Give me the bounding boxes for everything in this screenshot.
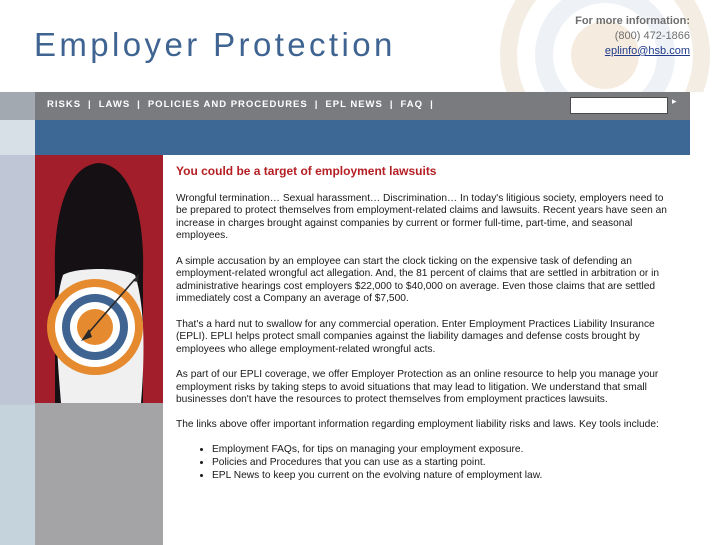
paragraph-4: As part of our EPLI coverage, we offer Employer Protection as an online resource to help you manage your employment risks by taking steps to avoid situations that may lead to litigation. We understand that small businesses don't have the resources to protect themselves from employment practices lawsuits. xyxy=(176,368,659,406)
nav-policies-and-procedures[interactable]: POLICIES AND PROCEDURES xyxy=(147,99,308,110)
list-item: • EPL News to keep you current on the evolving nature of employment law. xyxy=(212,470,670,483)
nav-separator: | xyxy=(430,99,434,110)
target-person-illustration-icon xyxy=(35,155,163,403)
paragraph-5: The links above offer important information regarding employment liability risks and laws. Key tools include: xyxy=(176,419,659,431)
contact-phone: (800) 472-1866 xyxy=(614,30,690,42)
key-tools-list xyxy=(176,444,670,482)
site-title: Employer Protection xyxy=(34,26,396,63)
left-strip-mid xyxy=(0,155,35,405)
nav-items xyxy=(47,99,441,110)
site-header xyxy=(0,0,727,92)
paragraph-1: Wrongful termination… Sexual harassment… Discrimination… In today's litigious society, employers need to be prepared to protect themselves from employment-related claims and lawsuits. Recent years have seen an increase in charges brought against companies by current or former full-time, part-time, and seasonal employees. xyxy=(176,192,667,242)
paragraph-2: A simple accusation by an employee can start the clock ticking on the expensive task of defending an employment-related wrongful act allegation. And, the 81 percent of claims that are settled in arbitration or in administrative hearings cost employers $22,000 to $40,000 on average. Even those claims that are settled immediately cost a Company an average of $7,500. xyxy=(176,255,660,305)
search-go-icon[interactable]: ▸ xyxy=(672,96,677,106)
nav-separator: | xyxy=(314,99,319,110)
list-item: • Policies and Procedures that you can use as a starting point. xyxy=(212,457,670,470)
main-nav xyxy=(0,92,690,120)
content-title: You could be a target of employment lawsuits xyxy=(176,164,437,178)
nav-risks[interactable]: RISKS xyxy=(47,99,82,110)
nav-separator: | xyxy=(137,99,141,110)
blue-band xyxy=(35,120,690,155)
contact-heading: For more information: xyxy=(575,15,690,27)
grey-panel xyxy=(35,403,163,545)
main-content xyxy=(176,165,670,482)
contact-email-link[interactable]: eplinfo@hsb.com xyxy=(604,45,690,57)
paragraph-3: That's a hard nut to swallow for any commercial operation. Enter Employment Practices Liability Insurance (EPLI). EPLI helps protect small companies against the liability damages and defense costs brought by employees who allege employment-related wrongful acts. xyxy=(176,318,655,355)
nav-left-block xyxy=(0,92,35,120)
contact-info xyxy=(575,14,690,59)
nav-separator: | xyxy=(389,99,394,110)
search-input[interactable] xyxy=(570,97,668,114)
list-item: • Employment FAQs, for tips on managing your employment exposure. xyxy=(212,444,670,457)
nav-separator: | xyxy=(88,99,92,110)
left-decor-strip xyxy=(0,120,35,545)
nav-epl-news[interactable]: EPL NEWS xyxy=(325,99,383,110)
left-strip-top xyxy=(0,120,35,155)
nav-laws[interactable]: LAWS xyxy=(98,99,131,110)
nav-faq[interactable]: FAQ xyxy=(400,99,424,110)
